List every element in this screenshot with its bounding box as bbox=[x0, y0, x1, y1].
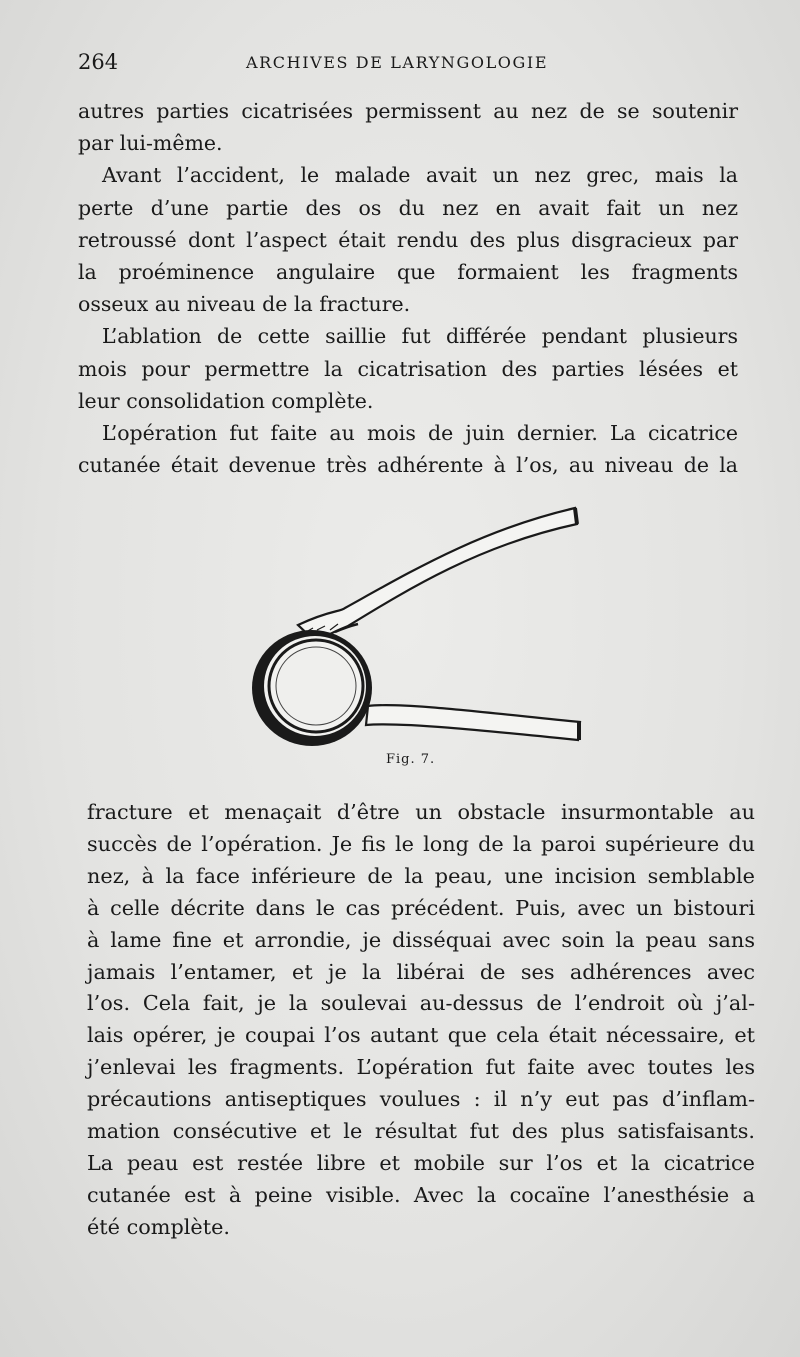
text-line: L’opération fut faite au mois de juin dernier. La cicatrice bbox=[102, 421, 738, 446]
text-line: leur consolidation complète. bbox=[78, 388, 374, 413]
text-line: par lui-même. bbox=[78, 131, 223, 156]
text-line: à lame fine et arrondie, je disséquai avec soin la peau sans bbox=[87, 927, 755, 952]
text-line: nez, à la face inférieure de la peau, une incision semblable bbox=[87, 863, 755, 888]
text-line: fracture et menaçait d’être un obstacle insurmontable au bbox=[87, 800, 755, 824]
text-line: Avant l’accident, le malade avait un nez grec, mais la bbox=[102, 163, 738, 188]
text-line: L’ablation de cette saillie fut différée pendant plusieurs bbox=[102, 324, 738, 349]
text-line: retroussé dont l’aspect était rendu des plus disgracieux par bbox=[78, 227, 738, 252]
text-line: jamais l’entamer, et je la libérai de ses adhérences avec bbox=[87, 959, 755, 984]
running-title: ARCHIVES DE LARYNGOLOGIE bbox=[246, 53, 549, 72]
body-text-top bbox=[78, 95, 738, 481]
text-line: à celle décrite dans le cas précédent. Puis, avec un bistouri bbox=[87, 895, 755, 920]
text-line: osseux au niveau de la fracture. bbox=[78, 292, 411, 317]
page-number: 264 bbox=[78, 50, 119, 74]
instrument-lower-arm bbox=[366, 705, 580, 740]
text-line: cutanée est à peine visible. Avec la cocaïne l’anesthésie a bbox=[87, 1182, 755, 1207]
text-line: la proéminence angulaire que formaient les fragments bbox=[78, 260, 738, 285]
text-line: perte d’une partie des os du nez en avait fait un nez bbox=[78, 195, 738, 220]
instrument-upper-arm-end bbox=[575, 508, 577, 524]
text-line: cutanée était devenue très adhérente à l’os, au niveau de la bbox=[78, 453, 738, 478]
figure-7-illustration bbox=[240, 500, 590, 750]
text-line: mation consécutive et le résultat fut des plus satisfaisants. bbox=[87, 1119, 755, 1144]
running-header bbox=[78, 50, 738, 80]
instrument-loop-hole bbox=[276, 647, 356, 725]
instrument-upper-arm bbox=[298, 508, 577, 642]
text-line: lais opérer, je coupai l’os autant que cela était nécessaire, et bbox=[87, 1023, 755, 1048]
text-line: j’enlevai les fragments. L’opération fut faite avec toutes les bbox=[87, 1055, 755, 1080]
text-line: été complète. bbox=[87, 1214, 231, 1239]
text-line: succès de l’opération. Je fis le long de la paroi supérieure du bbox=[87, 831, 755, 856]
text-line: La peau est restée libre et mobile sur l’os et la cicatrice bbox=[87, 1150, 755, 1175]
text-line: l’os. Cela fait, je la soulevai au-dessus de l’endroit où j’al- bbox=[87, 991, 755, 1016]
body-text-bottom bbox=[87, 797, 755, 1244]
text-line: mois pour permettre la cicatrisation des parties lésées et bbox=[78, 356, 738, 381]
text-line: précautions antiseptiques voulues : il n’y eut pas d’inflam- bbox=[87, 1087, 755, 1112]
figure-caption: Fig. 7. bbox=[386, 752, 436, 767]
text-line: autres parties cicatrisées permissent au nez de se soutenir bbox=[78, 99, 738, 123]
